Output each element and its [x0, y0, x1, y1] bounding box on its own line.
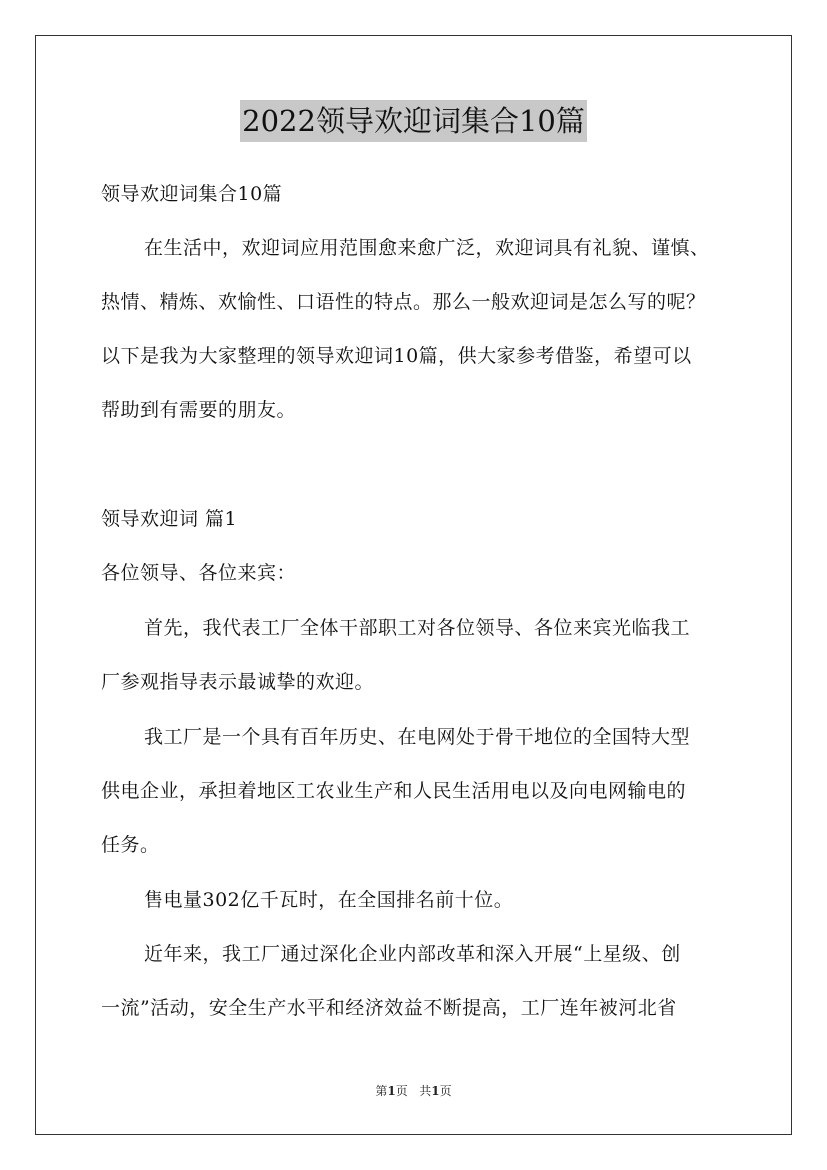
salutation: 各位领导、各位来宾：	[101, 562, 297, 584]
total-number: 1	[431, 1084, 440, 1098]
intro-line-3: 以下是我为大家整理的领导欢迎词10篇，供大家参考借鉴，希望可以	[101, 345, 692, 367]
document-subtitle: 领导欢迎词集合10篇	[101, 183, 283, 205]
intro-line-4: 帮助到有需要的朋友。	[101, 399, 297, 421]
page-prefix: 第	[375, 1084, 388, 1098]
body-line-4: 供电企业，承担着地区工农业生产和人民生活用电以及向电网输电的	[101, 780, 687, 802]
title-container	[0, 100, 827, 142]
total-suffix: 页	[439, 1084, 452, 1098]
document-title: 2022领导欢迎词集合10篇	[240, 100, 587, 142]
body-line-8: 一流”活动，安全生产水平和经济效益不断提高，工厂连年被河北省	[101, 997, 677, 1019]
section-heading: 领导欢迎词 篇1	[101, 508, 238, 530]
total-prefix: 共	[419, 1084, 432, 1098]
page-suffix: 页	[395, 1084, 408, 1098]
intro-line-2: 热情、精炼、欢愉性、口语性的特点。那么一般欢迎词是怎么写的呢？	[101, 291, 706, 313]
intro-line-1: 在生活中，欢迎词应用范围愈来愈广泛，欢迎词具有礼貌、谨慎、	[144, 237, 710, 259]
page-footer	[0, 1083, 827, 1099]
body-line-3: 我工厂是一个具有百年历史、在电网处于骨干地位的全国特大型	[144, 726, 691, 748]
body-line-2: 厂参观指导表示最诚挚的欢迎。	[101, 671, 375, 693]
body-line-1: 首先，我代表工厂全体干部职工对各位领导、各位来宾光临我工	[144, 617, 691, 639]
page-number: 1	[387, 1084, 396, 1098]
body-line-6: 售电量302亿千瓦时，在全国排名前十位。	[144, 889, 514, 911]
body-line-5: 任务。	[101, 834, 160, 856]
body-line-7: 近年来，我工厂通过深化企业内部改革和深入开展“上星级、创	[144, 943, 681, 965]
